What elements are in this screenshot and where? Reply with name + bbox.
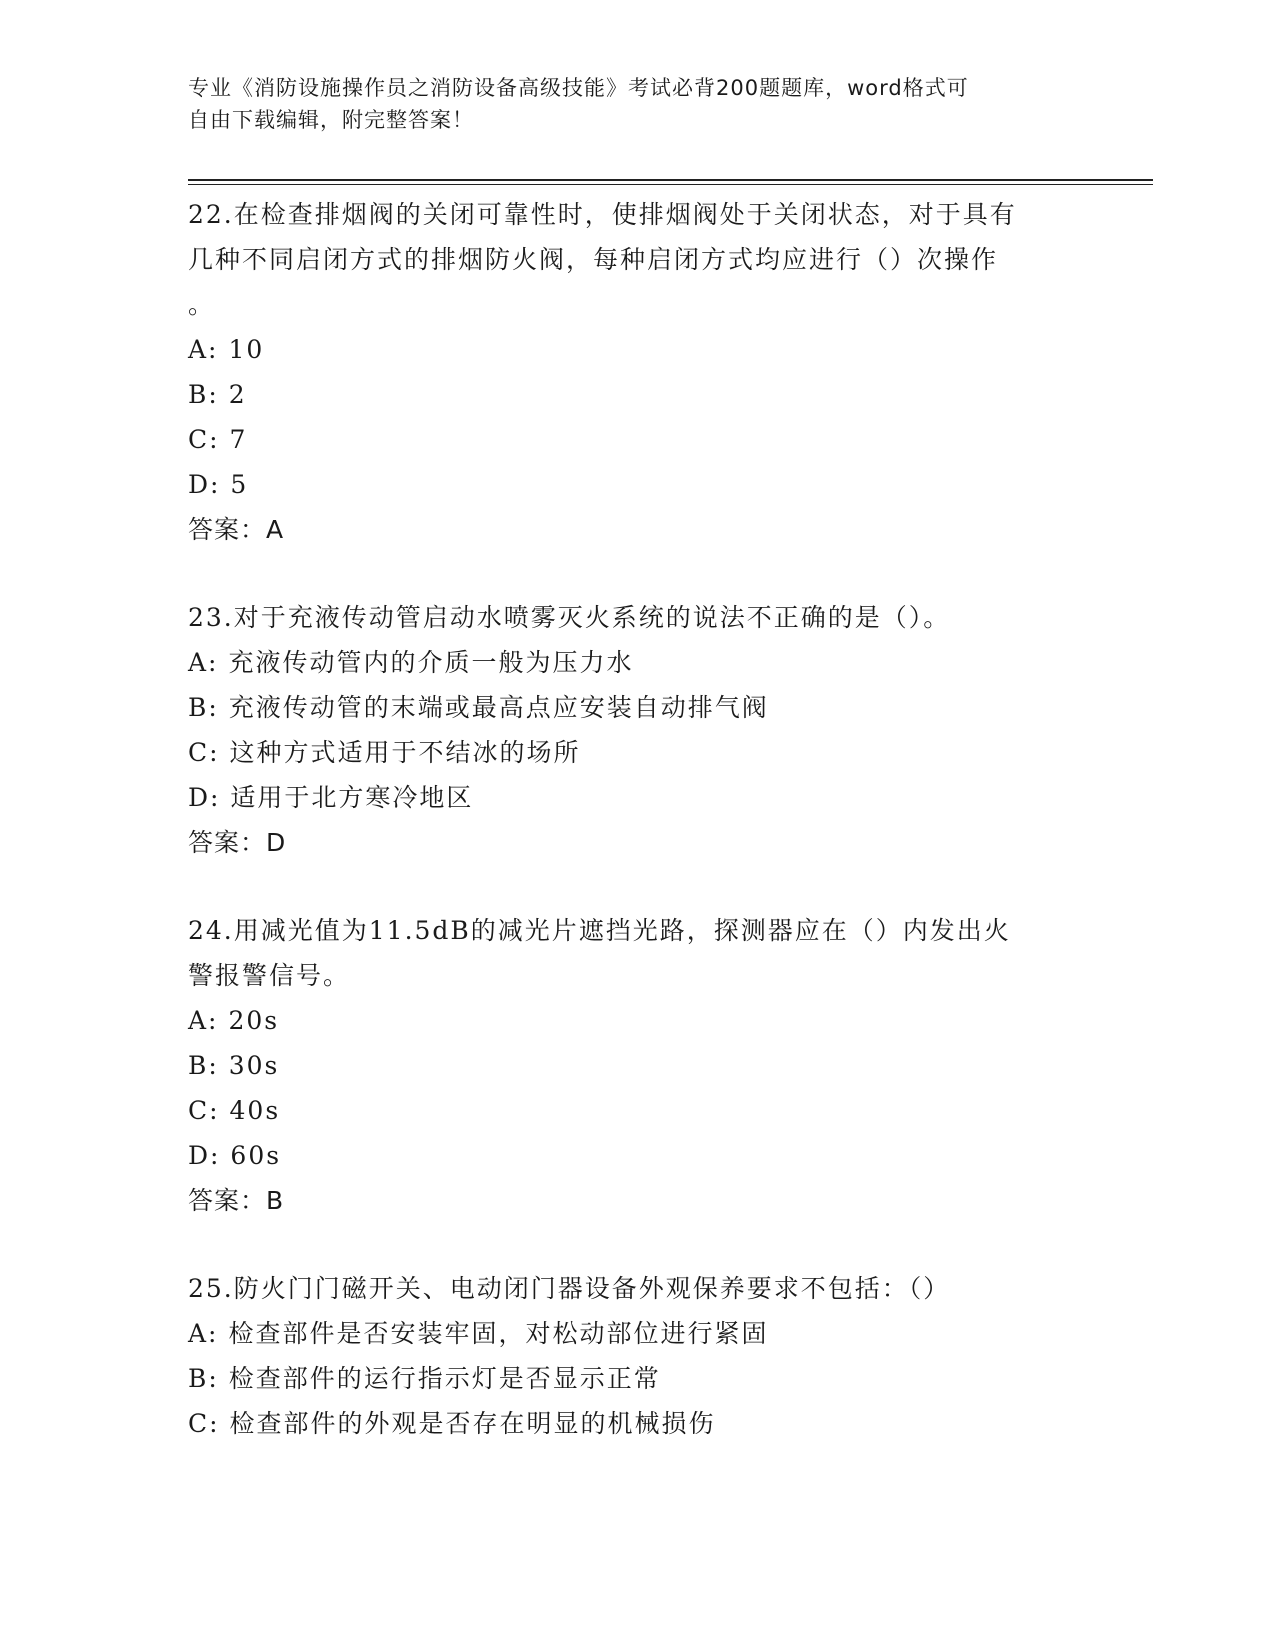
question-stem — [188, 1266, 1088, 1311]
question-spacer — [188, 552, 1088, 595]
option-c: C: 检查部件的外观是否存在明显的机械损伤 — [188, 1409, 716, 1438]
question-22 — [188, 192, 1088, 552]
option-c: C: 7 — [188, 425, 248, 454]
option-b: B: 2 — [188, 380, 247, 409]
option-d: D: 适用于北方寒冷地区 — [188, 783, 474, 812]
option-a: A: 充液传动管内的介质一般为压力水 — [188, 648, 634, 677]
answer-line: 答案：B — [188, 1186, 285, 1215]
stem-line: 23.对于充液传动管启动水喷雾灭火系统的说法不正确的是（）。 — [188, 603, 951, 632]
option-a: A: 检查部件是否安装牢固，对松动部位进行紧固 — [188, 1319, 769, 1348]
stem-line: 。 — [188, 290, 216, 319]
option-d: D: 5 — [188, 470, 249, 499]
question-stem — [188, 595, 1088, 640]
header-line-2: 自由下载编辑，附完整答案！ — [188, 108, 474, 132]
header-line-1: 专业《消防设施操作员之消防设备高级技能》考试必背200题题库，word格式可 — [188, 76, 969, 100]
question-spacer — [188, 1223, 1088, 1266]
header-divider-thick — [188, 179, 1153, 181]
option-a: A: 10 — [188, 335, 265, 364]
header-divider-thin — [188, 184, 1153, 185]
answer-line: 答案：D — [188, 828, 287, 857]
option-d: D: 60s — [188, 1141, 282, 1170]
question-stem — [188, 192, 1088, 327]
question-23 — [188, 595, 1088, 865]
option-c: C: 40s — [188, 1096, 281, 1125]
question-spacer — [188, 865, 1088, 908]
stem-line: 24.用减光值为11.5dB的减光片遮挡光路，探测器应在（）内发出火 — [188, 916, 1011, 945]
question-24 — [188, 908, 1088, 1223]
option-c: C: 这种方式适用于不结冰的场所 — [188, 738, 581, 767]
question-stem — [188, 908, 1088, 998]
option-b: B: 30s — [188, 1051, 280, 1080]
stem-line: 25.防火门门磁开关、电动闭门器设备外观保养要求不包括：（） — [188, 1274, 951, 1303]
stem-line: 几种不同启闭方式的排烟防火阀，每种启闭方式均应进行（）次操作 — [188, 245, 999, 274]
stem-line: 警报警信号。 — [188, 961, 351, 990]
question-list — [188, 192, 1088, 1446]
document-header — [188, 72, 1068, 136]
question-25 — [188, 1266, 1088, 1446]
option-a: A: 20s — [188, 1006, 280, 1035]
stem-line: 22.在检查排烟阀的关闭可靠性时，使排烟阀处于关闭状态，对于具有 — [188, 200, 1017, 229]
option-b: B: 检查部件的运行指示灯是否显示正常 — [188, 1364, 661, 1393]
option-b: B: 充液传动管的末端或最高点应安装自动排气阀 — [188, 693, 769, 722]
answer-line: 答案：A — [188, 515, 285, 544]
